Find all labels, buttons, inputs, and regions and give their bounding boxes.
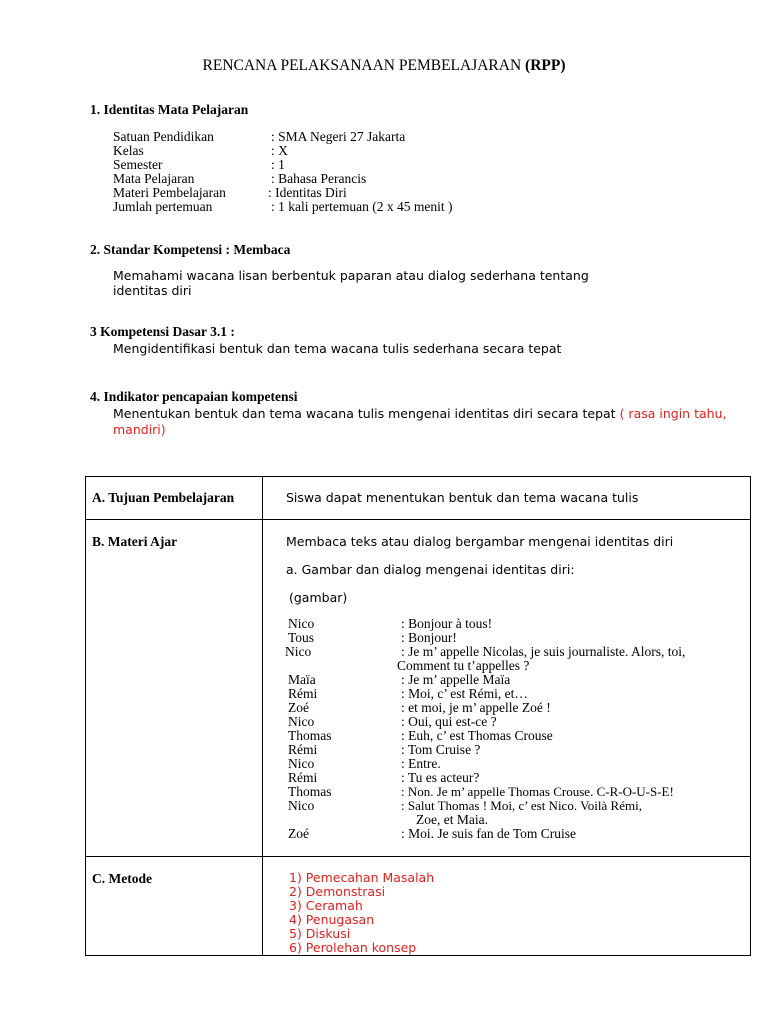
section3-heading: 3 Kompetensi Dasar 3.1 : [90, 324, 235, 339]
dialog-speaker: Tous [288, 630, 315, 645]
row-b-label: B. Materi Ajar [92, 534, 178, 549]
field-label: Mata Pelajaran [113, 171, 195, 186]
dialog-speaker: Nico [288, 798, 315, 813]
field-value: : 1 [271, 157, 285, 172]
dialog-line: : Bonjour à tous! [401, 616, 493, 631]
section3-text: Mengidentifikasi bentuk dan tema wacana tulis sederhana secara tepat [113, 341, 562, 356]
dialog-speaker: Thomas [288, 728, 332, 743]
method-item: 4) Penugasan [289, 912, 375, 927]
lesson-table [85, 476, 751, 956]
row-a-label: A. Tujuan Pembelajaran [92, 490, 235, 505]
title-abbr: (RPP) [525, 57, 566, 74]
field-value: : X [271, 143, 288, 158]
field-value: : Identitas Diri [268, 185, 347, 200]
row-b-content-cell [263, 520, 751, 857]
dialog-line: Comment tu t’appelles ? [397, 658, 530, 673]
field-value: : Bahasa Perancis [271, 171, 367, 186]
dialog-line: : Tom Cruise ? [401, 742, 481, 757]
dialog-line: : Euh, c’ est Thomas Crouse [401, 728, 553, 743]
section4-heading: 4. Indikator pencapaian kompetensi [90, 389, 298, 404]
dialog-line: : Bonjour! [401, 630, 457, 645]
row-c-label-cell [86, 857, 263, 956]
table-row [86, 857, 751, 956]
method-item: 5) Diskusi [289, 926, 351, 941]
section2-heading: 2. Standar Kompetensi : Membaca [90, 242, 291, 257]
section4-main-text: Menentukan bentuk dan tema wacana tulis mengenai identitas diri secara tepat [113, 406, 616, 421]
row-b-intro: Membaca teks atau dialog bergambar mengenai identitas diri [286, 534, 674, 549]
field-label: Semester [113, 157, 163, 172]
field-label: Kelas [113, 143, 144, 158]
section2-line2: identitas diri [113, 283, 192, 298]
dialog-speaker: Rémi [288, 686, 318, 701]
dialog-speaker: Rémi [288, 742, 318, 757]
section4-text [113, 406, 726, 421]
field-label: Materi Pembelajaran [113, 185, 226, 200]
row-a-text: Siswa dapat menentukan bentuk dan tema wacana tulis [286, 490, 639, 505]
dialog-speaker: Nico [288, 616, 315, 631]
field-label: Jumlah pertemuan [113, 199, 213, 214]
method-item: 6) Perolehan konsep [289, 940, 417, 955]
dialog-line: : Entre. [401, 756, 441, 771]
method-item: 3) Ceramah [289, 898, 363, 913]
dialog-line: : Je m’ appelle Nicolas, je suis journaliste. Alors, toi, [401, 644, 686, 659]
method-list [289, 871, 768, 955]
dialog-speaker: Rémi [288, 770, 318, 785]
table-row [86, 477, 751, 520]
section1-heading: 1. Identitas Mata Pelajaran [90, 102, 249, 117]
row-a-content-cell [263, 477, 751, 520]
dialog-speaker: Nico [285, 644, 312, 659]
title-main: RENCANA PELAKSANAAN PEMBELAJARAN [202, 57, 522, 74]
dialog-speaker: Nico [288, 714, 315, 729]
dialog-speaker: Maïa [288, 672, 316, 687]
dialog-speaker: Thomas [288, 784, 332, 799]
section4-note-cont: mandiri) [113, 422, 166, 437]
dialog-line: : Tu es acteur? [401, 770, 480, 785]
row-c-content-cell [263, 857, 751, 956]
section4-note: ( rasa ingin tahu, [619, 406, 727, 421]
section2-line1: Memahami wacana lisan berbentuk paparan atau dialog sederhana tentang [113, 268, 589, 283]
field-value: : SMA Negeri 27 Jakarta [271, 129, 406, 144]
row-b-subheading: a. Gambar dan dialog mengenai identitas diri: [286, 562, 575, 577]
dialog-speaker: Zoé [288, 826, 309, 841]
dialog-speaker: Zoé [288, 700, 309, 715]
method-item: 1) Pemecahan Masalah [289, 870, 435, 885]
dialog-line: : et moi, je m’ appelle Zoé ! [401, 700, 551, 715]
dialog-line: : Non. Je m’ appelle Thomas Crouse. C-R-O-U-S-E! [401, 784, 674, 799]
dialog-line: : Moi, c’ est Rémi, et… [401, 686, 528, 701]
dialog-speaker: Nico [288, 756, 315, 771]
dialog-line: : Oui, qui est-ce ? [401, 714, 497, 729]
row-b-label-cell [86, 520, 263, 857]
row-a-label-cell [86, 477, 263, 520]
table-row [86, 520, 751, 857]
field-label: Satuan Pendidikan [113, 129, 214, 144]
field-value: : 1 kali pertemuan (2 x 45 menit ) [271, 199, 453, 214]
dialog-line: : Je m’ appelle Maïa [401, 672, 511, 687]
dialog-line: : Salut Thomas ! Moi, c’ est Nico. Voilà Rémi, [401, 798, 642, 813]
dialog-line: : Moi. Je suis fan de Tom Cruise [401, 826, 577, 841]
row-b-gambar: (gambar) [289, 590, 348, 605]
dialog-line: Zoe, et Maia. [416, 812, 488, 827]
row-c-label: C. Metode [92, 871, 152, 886]
method-item: 2) Demonstrasi [289, 884, 386, 899]
page-title [0, 57, 768, 75]
